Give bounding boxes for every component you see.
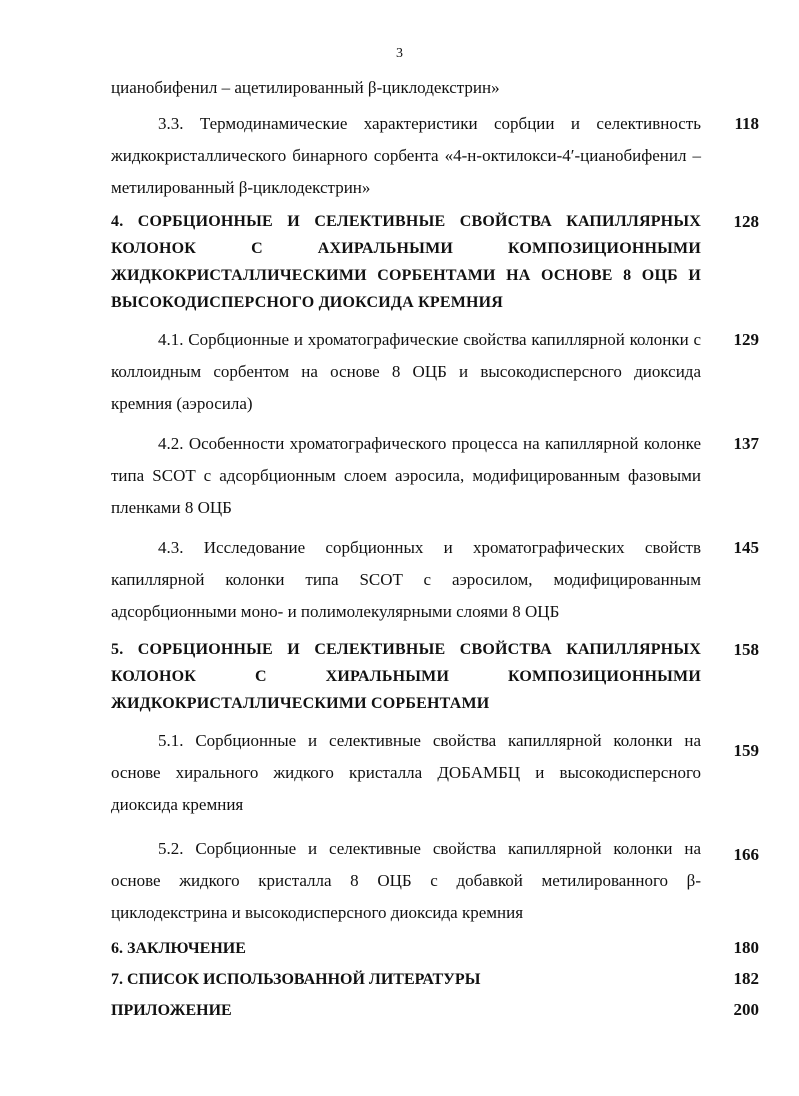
toc-entry-appendix[interactable] [111, 995, 759, 1026]
toc-continuation [111, 72, 759, 104]
toc-entry-page: 182 [733, 969, 759, 988]
page-number: 3 [396, 46, 403, 61]
toc-entry-page: 145 [733, 538, 759, 557]
toc-entry-chapter-5[interactable] [111, 636, 759, 717]
toc-entry-page: 137 [733, 434, 759, 453]
toc-entry-page: 200 [733, 1000, 759, 1019]
toc-entry-text: 5. СОРБЦИОННЫЕ И СЕЛЕКТИВНЫЕ СВОЙСТВА КАПИЛЛЯРНЫХ КОЛОНОК С ХИРАЛЬНЫМИ КОМПОЗИЦИОННЫМИ ЖИДКОКРИСТАЛЛИЧЕСКИМИ СОРБЕНТАМИ [111, 641, 701, 712]
toc-entry-page: 180 [733, 938, 759, 957]
toc-entry-page: 118 [734, 114, 759, 133]
toc-entry-page: 158 [733, 640, 759, 659]
toc-entry-3-3[interactable] [111, 108, 759, 204]
toc-entry-text: 4.2. Особенности хроматографического процесса на капиллярной колонке типа SCOT с адсорбционным слоем аэросила, модифицированным фазовыми пленками 8 ОЦБ [111, 434, 701, 517]
toc-entry-chapter-6[interactable] [111, 933, 759, 964]
toc-entry-chapter-7[interactable] [111, 964, 759, 995]
toc-entry-text: 5.1. Сорбционные и селективные свойства капиллярной колонки на основе хирального жидкого кристалла ДОБАМБЦ и высокодисперсного диоксида кремния [111, 731, 701, 814]
toc-entry-5-2[interactable] [111, 833, 759, 929]
toc-entry-page: 166 [733, 845, 759, 864]
toc-entry-text: 6. ЗАКЛЮЧЕНИЕ [111, 940, 246, 957]
toc-entry-text: 7. СПИСОК ИСПОЛЬЗОВАННОЙ ЛИТЕРАТУРЫ [111, 971, 481, 988]
toc-entry-text: 4.1. Сорбционные и хроматографические свойства капиллярной колонки с коллоидным сорбентом на основе 8 ОЦБ и высокодисперсного диоксида кремния (аэросила) [111, 330, 701, 413]
toc-entry-page: 129 [733, 330, 759, 349]
toc-entry-text: 3.3. Термодинамические характеристики сорбции и селективность жидкокристаллического бинарного сорбента «4-н-октилокси-4′-цианобифенил – метилированный β-циклодекстрин» [111, 114, 701, 197]
toc-entry-text: 4. СОРБЦИОННЫЕ И СЕЛЕКТИВНЫЕ СВОЙСТВА КАПИЛЛЯРНЫХ КОЛОНОК С АХИРАЛЬНЫМИ КОМПОЗИЦИОННЫМИ ЖИДКОКРИСТАЛЛИЧЕСКИМИ СОРБЕНТАМИ НА ОСНОВЕ 8 ОЦБ И ВЫСОКОДИСПЕРСНОГО ДИОКСИДА КРЕМНИЯ [111, 213, 701, 311]
toc-continuation-text: цианобифенил – ацетилированный β-циклодекстрин» [111, 78, 500, 97]
toc-entry-4-3[interactable] [111, 532, 759, 628]
toc-entry-text: 4.3. Исследование сорбционных и хроматографических свойств капиллярной колонки типа SCOT с аэросилом, модифицированным адсорбционными моно- и полимолекулярными слоями 8 ОЦБ [111, 538, 701, 621]
toc-entry-text: ПРИЛОЖЕНИЕ [111, 1002, 232, 1019]
toc-entry-page: 128 [733, 212, 759, 231]
toc-entry-5-1[interactable] [111, 725, 759, 821]
toc-entry-text: 5.2. Сорбционные и селективные свойства капиллярной колонки на основе жидкого кристалла 8 ОЦБ с добавкой метилированного β-циклодекстрина и высокодисперсного диоксида кремния [111, 839, 701, 922]
table-of-contents [111, 72, 759, 1026]
toc-entry-4-2[interactable] [111, 428, 759, 524]
toc-entry-page: 159 [733, 741, 759, 760]
toc-entry-chapter-4[interactable] [111, 208, 759, 316]
toc-entry-4-1[interactable] [111, 324, 759, 420]
